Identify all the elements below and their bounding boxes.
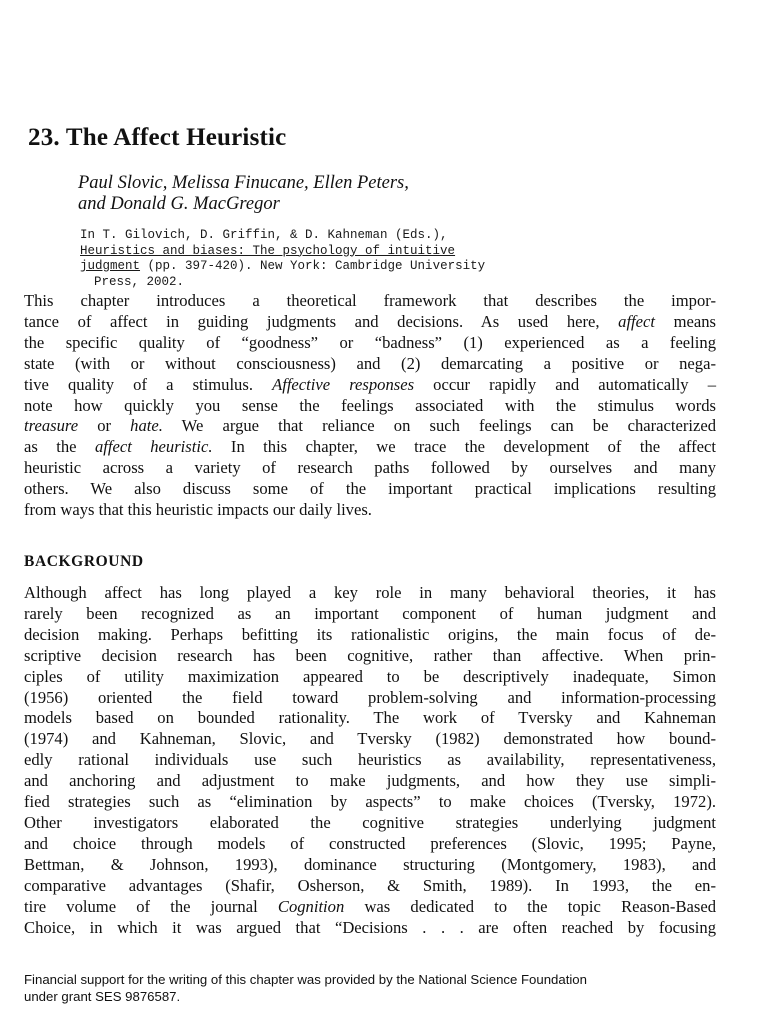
text-line: state (with or without consciousness) and (2) demarcating a positive or nega- [24, 353, 716, 373]
author-line: and Donald G. MacGregor [78, 194, 280, 214]
citation-title-fragment: judgment [80, 259, 141, 273]
text-line: Choice, in which it was argued that “Decisions . . . are often reached by focusing [24, 917, 716, 937]
emphasis-text: treasure [24, 416, 79, 436]
citation-line: Heuristics and biases: The psychology of intuitive [80, 243, 456, 258]
text-line: (1974) and Kahneman, Slovic, and Tversky (1982) demonstrated how bound- [24, 729, 716, 749]
text-line: and anchoring and adjustment to make judgments, and how they use simpli- [24, 771, 716, 791]
text-fragment: means [655, 311, 716, 331]
emphasis-text: affect heuristic. [94, 437, 213, 457]
text-line: and choice through models of constructed preferences (Slovic, 1995; Payne, [24, 833, 716, 853]
text-line: note how quickly you sense the feelings associated with the stimulus words [24, 395, 716, 415]
text-line: fied strategies such as “elimination by aspects” to make choices (Tversky, 1972). [24, 792, 716, 812]
text-line: from ways that this heuristic impacts our daily lives. [24, 500, 372, 520]
emphasis-text: hate. [130, 416, 163, 436]
emphasis-text: affect [618, 311, 655, 331]
text-fragment: tive quality of a stimulus. [24, 374, 273, 394]
text-line: the specific quality of “goodness” or “badness” (1) experienced as a feeling [24, 332, 716, 352]
emphasis-text: Cognition [277, 896, 345, 916]
citation-publisher: (pp. 397-420). New York: Cambridge University [140, 259, 486, 273]
text-line: This chapter introduces a theoretical framework that describes the impor- [24, 291, 716, 310]
text-line: models based on bounded rationality. The work of Tversky and Kahneman [24, 708, 716, 728]
text-line: comparative advantages (Shafir, Osherson, & Smith, 1989). In 1993, the en- [24, 875, 716, 895]
intro-paragraph [24, 291, 716, 521]
section-heading: BACKGROUND [24, 553, 144, 570]
citation-line: In T. Gilovich, D. Griffin, & D. Kahneman (Eds.), [80, 228, 448, 242]
text-line: scriptive decision research has been cognitive, rather than affective. When prin- [24, 645, 716, 665]
text-line: (1956) oriented the field toward problem-solving and information-processing [24, 687, 716, 707]
emphasis-text: Affective responses [272, 374, 415, 394]
text-line [24, 312, 716, 333]
background-paragraph [24, 583, 716, 938]
chapter-title [28, 124, 286, 152]
text-line: heuristic across a variety of research paths followed by ourselves and many [24, 458, 716, 478]
text-fragment: or [78, 416, 131, 436]
text-line: decision making. Perhaps befitting its rationalistic origins, the main focus of de- [24, 624, 716, 644]
footnote-line: under grant SES 9876587. [24, 989, 181, 1004]
citation-line: Press, 2002. [94, 274, 185, 289]
text-line [24, 375, 716, 396]
author-line: Paul Slovic, Melissa Finucane, Ellen Peters, [78, 173, 409, 193]
text-fragment: occur rapidly and automatically – [414, 374, 716, 394]
text-line: rarely been recognized as an important component of human judgment and [24, 603, 716, 623]
text-line [24, 897, 716, 918]
text-fragment: We argue that reliance on such feelings can be characterized [162, 416, 717, 436]
text-fragment: tire volume of the journal [24, 896, 278, 916]
text-fragment: was dedicated to the topic Reason-Based [344, 896, 716, 916]
text-line: others. We also discuss some of the important practical implications resulting [24, 479, 716, 499]
text-fragment: tance of affect in guiding judgments and decisions. As used here, [24, 311, 619, 331]
footnote-line: Financial support for the writing of this chapter was provided by the National Science Foundation [24, 972, 587, 987]
text-fragment: In this chapter, we trace the development of the affect [212, 437, 716, 457]
chapter-title-text: The Affect Heuristic [65, 124, 287, 151]
text-line [24, 437, 716, 458]
text-line: Other investigators elaborated the cognitive strategies underlying judgment [24, 812, 716, 832]
text-line: Bettman, & Johnson, 1993), dominance structuring (Montgomery, 1983), and [24, 854, 716, 874]
text-line: ciples of utility maximization appeared to be descriptively inadequate, Simon [24, 666, 716, 686]
text-line: Although affect has long played a key role in many behavioral theories, it has [24, 583, 716, 602]
chapter-number: 23. [28, 124, 60, 151]
text-line [24, 416, 716, 437]
text-fragment: as the [24, 437, 95, 457]
footnote [24, 971, 714, 1005]
citation-line [80, 259, 485, 275]
text-line: edly rational individuals use such heuristics as availability, representativeness, [24, 750, 716, 770]
citation-block [80, 228, 485, 290]
author-list [78, 173, 409, 215]
